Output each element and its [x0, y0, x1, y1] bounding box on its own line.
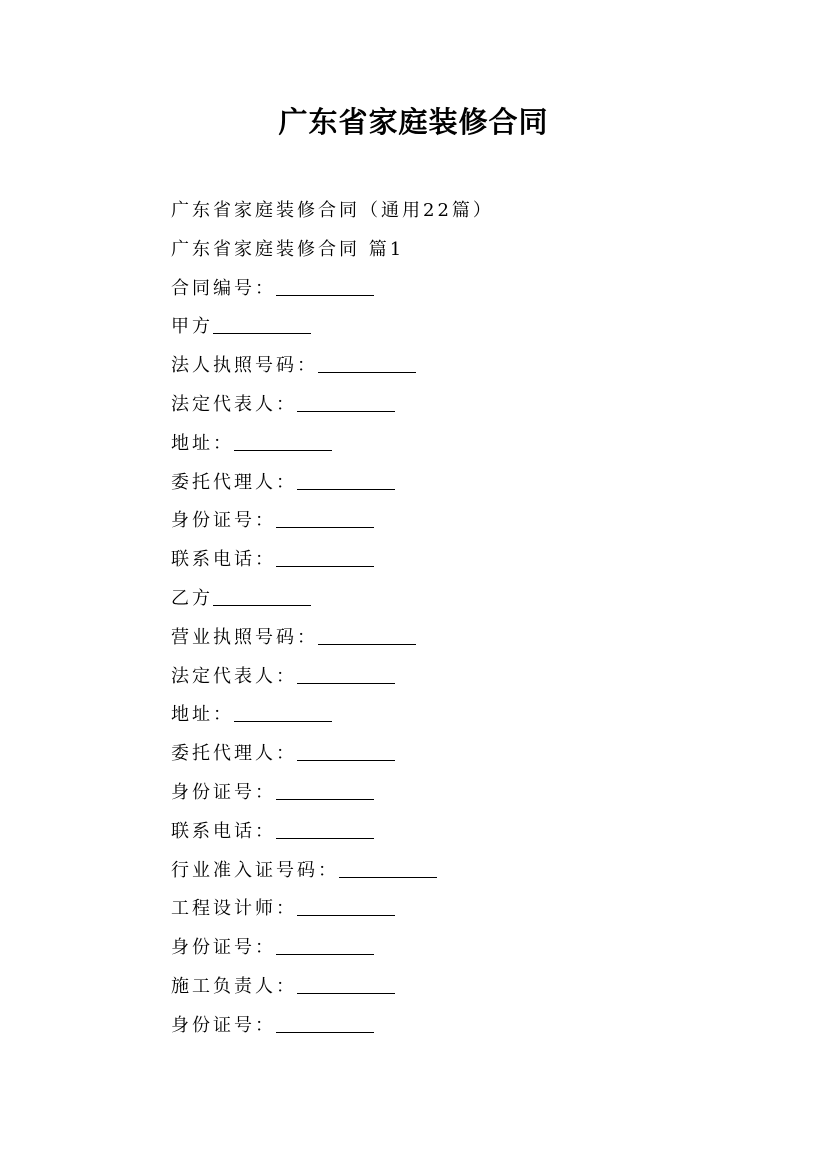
field-phone-a [171, 541, 731, 580]
field-label: 乙方 [171, 587, 213, 609]
field-label: 联系电话： [171, 549, 276, 571]
blank-line [234, 430, 332, 451]
blank-line [297, 663, 395, 684]
field-agent-b [171, 735, 731, 774]
blank-line [297, 469, 395, 490]
field-party-a [171, 308, 731, 347]
field-business-license-number [171, 619, 731, 658]
blank-line [276, 934, 374, 955]
document-body [171, 192, 731, 1046]
field-id-number-b [171, 774, 731, 813]
blank-line [213, 313, 311, 334]
field-legal-representative-a [171, 386, 731, 425]
field-designer-id-number [171, 929, 731, 968]
field-label: 身份证号： [171, 1014, 276, 1036]
blank-line [276, 779, 374, 800]
blank-line [318, 624, 416, 645]
document-title: 广东省家庭装修合同 [278, 105, 549, 139]
blank-line [297, 740, 395, 761]
blank-line [297, 973, 395, 994]
blank-line [234, 701, 332, 722]
field-label: 甲方 [171, 316, 213, 338]
field-agent-a [171, 464, 731, 503]
field-label: 联系电话： [171, 820, 276, 842]
field-label: 身份证号： [171, 781, 276, 803]
field-manager-id-number [171, 1007, 731, 1046]
field-industry-permit-number [171, 852, 731, 891]
field-label: 合同编号： [171, 277, 276, 299]
field-label: 营业执照号码： [171, 626, 318, 648]
section-heading: 广东省家庭装修合同 篇1 [171, 238, 405, 260]
blank-line [297, 895, 395, 916]
field-label: 施工负责人： [171, 975, 297, 997]
field-construction-manager [171, 968, 731, 1007]
document-subtitle: 广东省家庭装修合同（通用22篇） [171, 200, 494, 221]
blank-line [276, 818, 374, 839]
field-legal-license-number [171, 347, 731, 386]
blank-line [276, 275, 374, 296]
blank-line [339, 857, 437, 878]
field-address-b [171, 696, 731, 735]
field-label: 地址： [171, 704, 234, 726]
field-contract-number [171, 270, 731, 309]
blank-line [276, 546, 374, 567]
field-id-number-a [171, 502, 731, 541]
field-label: 法人执照号码： [171, 355, 318, 377]
blank-line [213, 585, 311, 606]
field-label: 委托代理人： [171, 471, 297, 493]
field-address-a [171, 425, 731, 464]
field-designer [171, 890, 731, 929]
blank-line [276, 507, 374, 528]
field-legal-representative-b [171, 658, 731, 697]
field-label: 工程设计师： [171, 898, 297, 920]
field-label: 法定代表人： [171, 665, 297, 687]
field-label: 身份证号： [171, 937, 276, 959]
field-label: 法定代表人： [171, 393, 297, 415]
blank-line [276, 1012, 374, 1033]
field-label: 委托代理人： [171, 743, 297, 765]
field-label: 身份证号： [171, 510, 276, 532]
field-party-b [171, 580, 731, 619]
field-label: 地址： [171, 432, 234, 454]
blank-line [297, 391, 395, 412]
blank-line [318, 352, 416, 373]
field-phone-b [171, 813, 731, 852]
field-label: 行业准入证号码： [171, 859, 339, 881]
